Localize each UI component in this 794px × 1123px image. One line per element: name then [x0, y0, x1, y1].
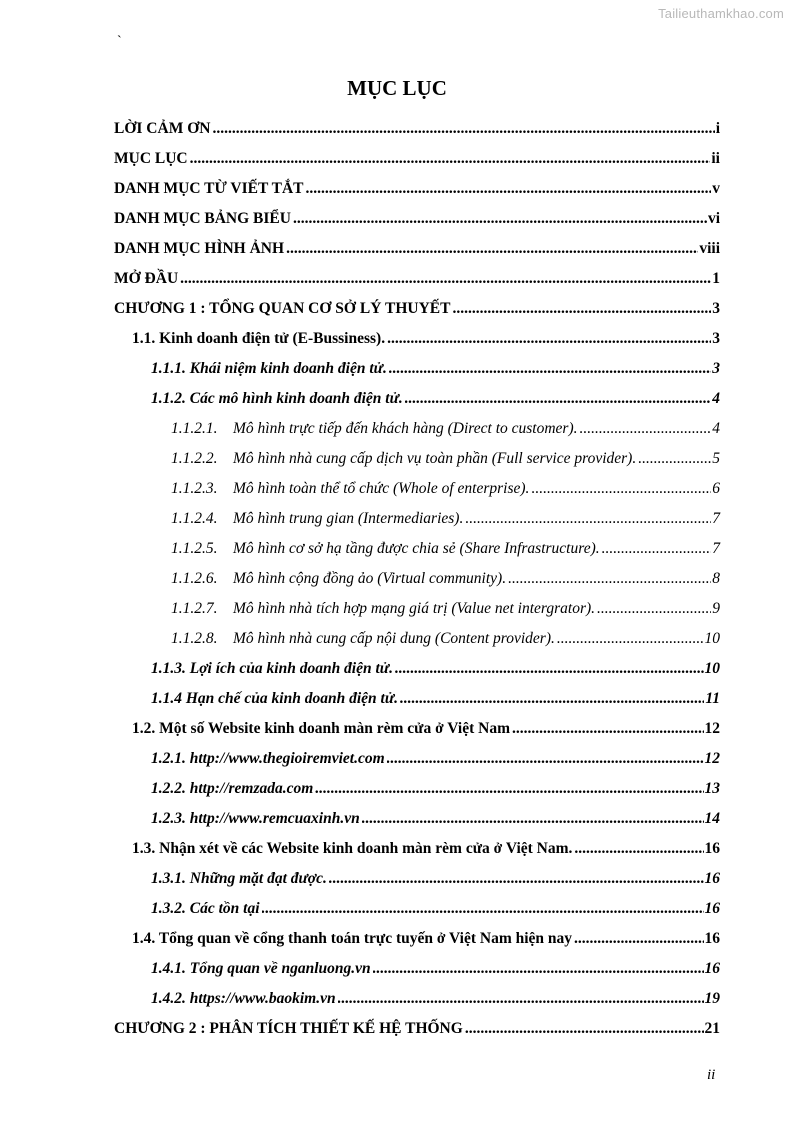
toc-entry-page: 16: [704, 840, 720, 857]
toc-leader: [395, 659, 704, 679]
toc-entry[interactable]: [151, 773, 720, 799]
toc-entry-page: 19: [704, 990, 720, 1007]
toc-entry-page: 10: [704, 660, 720, 677]
toc-entry-number: 1.1.2.8.: [171, 630, 218, 647]
toc-entry[interactable]: [151, 353, 720, 379]
toc-entry[interactable]: [132, 323, 720, 349]
toc-entry-text: Mô hình cơ sở hạ tầng được chia sẻ (Share Infrastructure).: [233, 540, 600, 557]
toc-entry[interactable]: [132, 713, 720, 739]
toc-entry-page: 1: [712, 270, 720, 287]
toc-entry[interactable]: [114, 143, 720, 169]
toc-entry-label: [171, 419, 578, 439]
toc-entry-page: 7: [712, 540, 720, 557]
toc-entry[interactable]: [151, 983, 720, 1009]
toc-entry[interactable]: [171, 443, 720, 469]
toc-entry-label: LỜI CẢM ƠN: [114, 120, 211, 137]
toc-entry[interactable]: [132, 833, 720, 859]
toc-entry-page: 14: [704, 810, 720, 827]
toc-leader: [315, 779, 703, 799]
toc-entry-label: DANH MỤC BẢNG BIỂU: [114, 210, 291, 227]
toc-entry-label: 1.2.1. http://www.thegioiremviet.com: [151, 750, 385, 767]
toc-leader: [305, 179, 711, 199]
toc-entry-page: 21: [704, 1020, 720, 1037]
toc-leader: [338, 989, 704, 1009]
toc-entry-page: 4: [712, 390, 720, 407]
toc-entry-label: 1.2. Một số Website kinh doanh màn rèm cửa ở Việt Nam: [132, 720, 510, 737]
toc-entry-label: 1.4.2. https://www.baokim.vn: [151, 990, 336, 1007]
toc-entry-page: 5: [712, 450, 720, 467]
toc-entry-label: [171, 569, 506, 589]
toc-entry-label: 1.2.2. http://remzada.com: [151, 780, 314, 797]
toc-entry-page: i: [715, 120, 720, 137]
toc-entry-page: 10: [704, 630, 720, 647]
toc-leader: [190, 149, 711, 169]
stray-mark: `: [117, 34, 122, 49]
toc-leader: [180, 269, 711, 289]
toc-entry-label: [171, 449, 636, 469]
toc-leader: [262, 899, 704, 919]
toc-entry-text: Mô hình trực tiếp đến khách hàng (Direct to customer).: [233, 420, 578, 437]
toc-entry-label: 1.3. Nhận xét về các Website kinh doanh màn rèm cửa ở Việt Nam.: [132, 840, 573, 857]
toc-leader: [597, 599, 711, 619]
toc-entry-number: 1.1.2.6.: [171, 570, 218, 587]
toc-entry[interactable]: [171, 473, 720, 499]
toc-entry-number: 1.1.2.4.: [171, 510, 218, 527]
toc-leader: [329, 869, 704, 889]
toc-entry-label: 1.1.2. Các mô hình kinh doanh điện tử.: [151, 390, 403, 407]
toc-entry-label: DANH MỤC HÌNH ẢNH: [114, 240, 285, 257]
toc-leader: [387, 329, 711, 349]
toc-leader: [465, 509, 711, 529]
toc-entry-page: 3: [712, 300, 720, 317]
toc-leader: [602, 539, 712, 559]
toc-leader: [286, 239, 698, 259]
toc-entry-page: 6: [712, 480, 720, 497]
toc-entry[interactable]: [171, 623, 720, 649]
toc-entry-number: 1.1.2.7.: [171, 600, 218, 617]
toc-entry-page: 16: [704, 930, 720, 947]
toc-entry-text: Mô hình nhà cung cấp dịch vụ toàn phần (Full service provider).: [233, 450, 637, 467]
toc-entry[interactable]: [151, 383, 720, 409]
toc-entry-page: 16: [704, 870, 720, 887]
toc-entry-page: 9: [712, 600, 720, 617]
toc-leader: [574, 929, 703, 949]
toc-entry-page: 4: [712, 420, 720, 437]
toc-entry[interactable]: [114, 293, 720, 319]
toc-entry[interactable]: [151, 803, 720, 829]
watermark-text: Tailieuthamkhao.com: [658, 6, 784, 21]
toc-entry[interactable]: [151, 653, 720, 679]
toc-entry-label: 1.1.1. Khái niệm kinh doanh điện tử.: [151, 360, 387, 377]
toc-entry[interactable]: [171, 563, 720, 589]
toc-leader: [512, 719, 704, 739]
toc-leader: [373, 959, 704, 979]
toc-entry-page: ii: [711, 150, 720, 167]
toc-entry[interactable]: [151, 953, 720, 979]
toc-leader: [387, 749, 704, 769]
toc-entry[interactable]: [132, 923, 720, 949]
toc-entry[interactable]: [114, 263, 720, 289]
toc-entry[interactable]: [114, 203, 720, 229]
toc-entry-label: MỤC LỤC: [114, 150, 188, 167]
toc-leader: [362, 809, 704, 829]
toc-leader: [400, 689, 704, 709]
toc-leader: [465, 1019, 704, 1039]
toc-entry-label: 1.4. Tổng quan về cổng thanh toán trực tuyến ở Việt Nam hiện nay: [132, 930, 573, 947]
toc-entry-page: 16: [704, 960, 720, 977]
toc-leader: [405, 389, 711, 409]
toc-leader: [508, 569, 711, 589]
toc-entry-label: [171, 509, 463, 529]
toc-entry-text: Mô hình nhà tích hợp mạng giá trị (Value net intergrator).: [233, 600, 596, 617]
toc-entry[interactable]: [114, 233, 720, 259]
toc-entry[interactable]: [151, 863, 720, 889]
toc-entry-text: Mô hình toàn thể tổ chức (Whole of enterprise).: [233, 480, 530, 497]
toc-leader: [557, 629, 704, 649]
toc-entry-page: 3: [712, 360, 720, 377]
toc-entry[interactable]: [171, 593, 720, 619]
toc-entry-page: 3: [712, 330, 720, 347]
toc-entry[interactable]: [171, 533, 720, 559]
toc-entry-label: 1.1.3. Lợi ích của kinh doanh điện tử.: [151, 660, 393, 677]
toc-entry-page: 16: [704, 900, 720, 917]
toc-leader: [580, 419, 712, 439]
toc-entry-label: 1.3.1. Những mặt đạt được.: [151, 870, 327, 887]
toc-entry-page: viii: [699, 240, 720, 257]
toc-entry-page: 12: [704, 750, 720, 767]
toc-entry-label: CHƯƠNG 1 : TỔNG QUAN CƠ SỞ LÝ THUYẾT: [114, 300, 451, 317]
toc-entry-page: 7: [712, 510, 720, 527]
toc-entry[interactable]: [114, 113, 720, 139]
toc-entry[interactable]: [171, 503, 720, 529]
toc-entry[interactable]: [151, 743, 720, 769]
toc-entry[interactable]: [171, 413, 720, 439]
toc-entry-text: Mô hình nhà cung cấp nội dung (Content provider).: [233, 630, 555, 647]
toc-entry-text: Mô hình cộng đồng ảo (Virtual community).: [233, 570, 507, 587]
toc-leader: [389, 359, 711, 379]
toc-entry-page: v: [712, 180, 720, 197]
toc-entry-label: [171, 539, 600, 559]
toc-entry[interactable]: [114, 173, 720, 199]
toc-entry-label: 1.1.4 Hạn chế của kinh doanh điện tử.: [151, 690, 398, 707]
toc-entry-label: 1.2.3. http://www.remcuaxinh.vn: [151, 810, 360, 827]
toc-entry-label: MỞ ĐẦU: [114, 270, 179, 287]
toc-entry-number: 1.1.2.3.: [171, 480, 218, 497]
toc-entry[interactable]: [151, 683, 720, 709]
toc-entry-number: 1.1.2.5.: [171, 540, 218, 557]
toc-entry-page: 13: [704, 780, 720, 797]
toc-leader: [531, 479, 711, 499]
toc-entry-label: 1.1. Kinh doanh điện tử (E-Bussiness).: [132, 330, 386, 347]
page-title: MỤC LỤC: [347, 76, 447, 100]
toc-entry-label: 1.3.2. Các tồn tại: [151, 900, 260, 917]
toc-entry-page: 12: [704, 720, 720, 737]
toc-leader: [293, 209, 707, 229]
toc-entry-page: 8: [712, 570, 720, 587]
toc-entry-label: [171, 599, 595, 619]
toc-entry[interactable]: [114, 1013, 720, 1039]
toc-entry-label: CHƯƠNG 2 : PHÂN TÍCH THIẾT KẾ HỆ THỐNG: [114, 1020, 463, 1037]
toc-leader: [452, 299, 711, 319]
toc-entry-page: 11: [705, 690, 720, 707]
toc-leader: [212, 119, 714, 139]
toc-entry-label: [171, 479, 529, 499]
toc-entry-label: 1.4.1. Tổng quan về nganluong.vn: [151, 960, 371, 977]
toc-leader: [638, 449, 711, 469]
toc-entry-page: vi: [707, 210, 720, 227]
toc-entry-label: [171, 629, 555, 649]
toc-leader: [574, 839, 703, 859]
toc-entry-label: DANH MỤC TỪ VIẾT TẮT: [114, 180, 304, 197]
toc-entry-number: 1.1.2.2.: [171, 450, 218, 467]
page-number: ii: [707, 1067, 716, 1083]
toc-entry-text: Mô hình trung gian (Intermediaries).: [233, 510, 464, 527]
toc-entry-number: 1.1.2.1.: [171, 420, 218, 437]
toc-entry[interactable]: [151, 893, 720, 919]
